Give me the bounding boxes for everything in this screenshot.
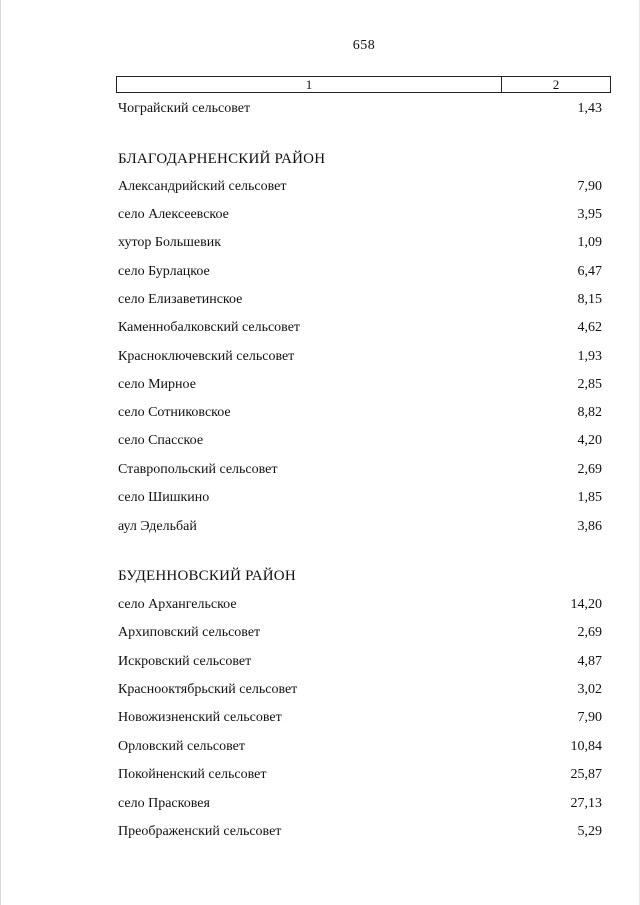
- settlement-value: 3,95: [577, 207, 602, 222]
- settlement-value: 4,87: [577, 654, 602, 669]
- settlement-name: Александрийский сельсовет: [118, 179, 287, 194]
- settlement-name: Каменнобалковский сельсовет: [118, 320, 301, 335]
- settlement-name: Искровский сельсовет: [118, 654, 252, 669]
- settlement-value: 1,09: [577, 235, 602, 250]
- settlement-value: 10,84: [570, 739, 602, 754]
- settlement-name: село Мирное: [118, 377, 196, 392]
- settlement-value: 1,43: [577, 101, 602, 116]
- settlement-value: 27,13: [570, 796, 602, 811]
- settlement-value: 1,85: [577, 490, 602, 505]
- table-row: [118, 233, 602, 253]
- table-row: [118, 595, 602, 615]
- settlement-name: Новожизненский сельсовет: [118, 710, 282, 725]
- settlement-value: 4,20: [577, 433, 602, 448]
- settlement-name: село Сотниковское: [118, 405, 231, 420]
- settlement-name: село Елизаветинское: [118, 292, 243, 307]
- page-edge-left: [0, 0, 1, 905]
- settlement-value: 2,69: [577, 462, 602, 477]
- table-row: [118, 99, 602, 119]
- settlement-value: 3,02: [577, 682, 602, 697]
- settlement-value: 8,15: [577, 292, 602, 307]
- settlement-value: 14,20: [570, 597, 602, 612]
- settlement-name: Чограйский сельсовет: [118, 101, 251, 116]
- table-row: [118, 460, 602, 480]
- settlement-name: аул Эдельбай: [118, 519, 197, 534]
- settlement-value: 6,47: [577, 264, 602, 279]
- settlement-value: 2,85: [577, 377, 602, 392]
- table-row: [118, 177, 602, 197]
- settlement-value: 7,90: [577, 710, 602, 725]
- settlement-name: село Спасское: [118, 433, 204, 448]
- settlement-name: Ставропольский сельсовет: [118, 462, 278, 477]
- settlement-value: 3,86: [577, 519, 602, 534]
- settlement-name: село Бурлацкое: [118, 264, 210, 279]
- settlement-value: 8,82: [577, 405, 602, 420]
- table-row: [118, 794, 602, 814]
- settlement-name: село Архангельское: [118, 597, 237, 612]
- settlement-name: Орловский сельсовет: [118, 739, 245, 754]
- table-row: [118, 290, 602, 310]
- settlement-value: 7,90: [577, 179, 602, 194]
- table-row: [118, 517, 602, 537]
- table-row: [118, 205, 602, 225]
- section-title-blagodarnensky: БЛАГОДАРНЕНСКИЙ РАЙОН: [118, 151, 326, 167]
- table-row: [118, 262, 602, 282]
- settlement-value: 1,93: [577, 349, 602, 364]
- settlement-value: 25,87: [570, 767, 602, 782]
- settlement-name: село Алексеевское: [118, 207, 229, 222]
- settlement-name: Архиповский сельсовет: [118, 625, 261, 640]
- column-2-header: 2: [552, 77, 560, 92]
- page-number: 658: [352, 38, 376, 53]
- column-1-header: 1: [117, 77, 502, 92]
- section-title-budennovsky: БУДЕННОВСКИЙ РАЙОН: [118, 568, 296, 584]
- table-row: [118, 375, 602, 395]
- table-row: [118, 708, 602, 728]
- table-column-header: [116, 76, 611, 93]
- table-row: [118, 822, 602, 842]
- table-row: [118, 318, 602, 338]
- table-row: [118, 680, 602, 700]
- settlement-value: 2,69: [577, 625, 602, 640]
- table-row: [118, 623, 602, 643]
- settlement-name: Преображенский сельсовет: [118, 824, 282, 839]
- table-row: [118, 431, 602, 451]
- table-row: [118, 347, 602, 367]
- settlement-name: хутор Большевик: [118, 235, 222, 250]
- table-row: [118, 652, 602, 672]
- settlement-name: село Прасковея: [118, 796, 210, 811]
- settlement-value: 4,62: [577, 320, 602, 335]
- settlement-name: Краснооктябрьский сельсовет: [118, 682, 298, 697]
- table-row: [118, 403, 602, 423]
- settlement-value: 5,29: [577, 824, 602, 839]
- settlement-name: Красноключевский сельсовет: [118, 349, 295, 364]
- table-row: [118, 765, 602, 785]
- table-row: [118, 737, 602, 757]
- settlement-name: село Шишкино: [118, 490, 210, 505]
- settlement-name: Покойненский сельсовет: [118, 767, 267, 782]
- table-row: [118, 488, 602, 508]
